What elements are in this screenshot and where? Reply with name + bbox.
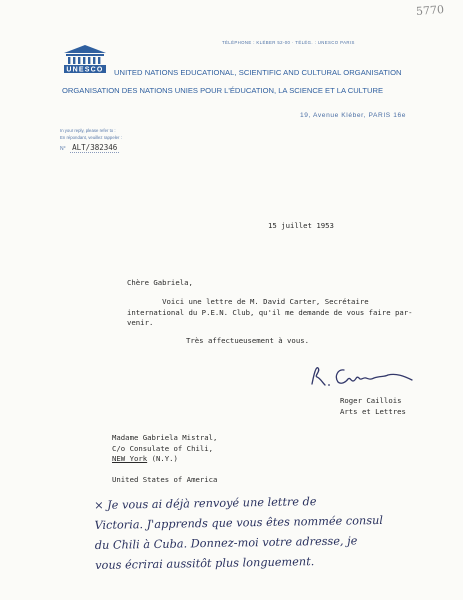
reply-note-fr: En répondant, veuillez rappeler : [60,134,122,140]
signer-name: Roger Caillois [340,396,402,405]
ref-value: ALT/382346 [72,143,118,152]
reply-note-en: In your reply, please refer to : [60,128,116,133]
recipient-name: Madame Gabriela Mistral, [112,433,218,442]
reference-line [60,143,119,152]
recipient-state: (N.Y.) [151,454,178,463]
org-name-fr: ORGANISATION DES NATIONS UNIES POUR L'ÉDUCATION, LA SCIENCE ET LA CULTURE [62,86,384,95]
salutation: Chère Gabriela, [127,278,193,287]
note-line: × Je vous ai déjà renvoyé une lettre de [94,495,317,512]
ref-prefix: N° [60,146,66,152]
recipient-city: NEW York [112,454,148,463]
unesco-logo [60,44,110,74]
handwritten-note [94,490,455,576]
recipient-line2: C/o Consulate of Chili, [112,443,214,453]
note-line: du Chili à Cuba. Donnez-moi votre adresse, je [94,534,358,552]
letter-date: 15 juillet 1953 [268,221,334,230]
note-line: vous écrirai aussitôt plus longuement. [95,555,315,572]
letter-body: Voici une lettre de M. David Carter, Secrétaire international du P.E.N. Club, qu'il me demande de vous faire par- venir. [127,297,413,327]
handwritten-signature [308,360,428,390]
archive-number: 5770 [415,3,445,18]
org-name-en: UNITED NATIONS EDUCATIONAL, SCIENTIFIC AND CULTURAL ORGANISATION [114,68,402,77]
recipient-block [112,433,217,465]
note-line: Victoria. J'apprends que vous êtes nommée consul [94,513,384,532]
logo-text: UNESCO [66,66,104,74]
signer-title: Arts et Lettres [340,406,406,416]
org-address: 19, Avenue Kléber, PARIS 16e [300,112,407,119]
telephone-line: TÉLÉPHONE : KLÉBER 52-00 · TÉLÉG. : UNESCO PARIS [222,40,355,45]
reply-note [60,128,122,141]
closing: Très affectueusement à vous. [186,336,310,345]
recipient-country: United States of America [112,475,218,484]
signer-block [340,396,406,417]
